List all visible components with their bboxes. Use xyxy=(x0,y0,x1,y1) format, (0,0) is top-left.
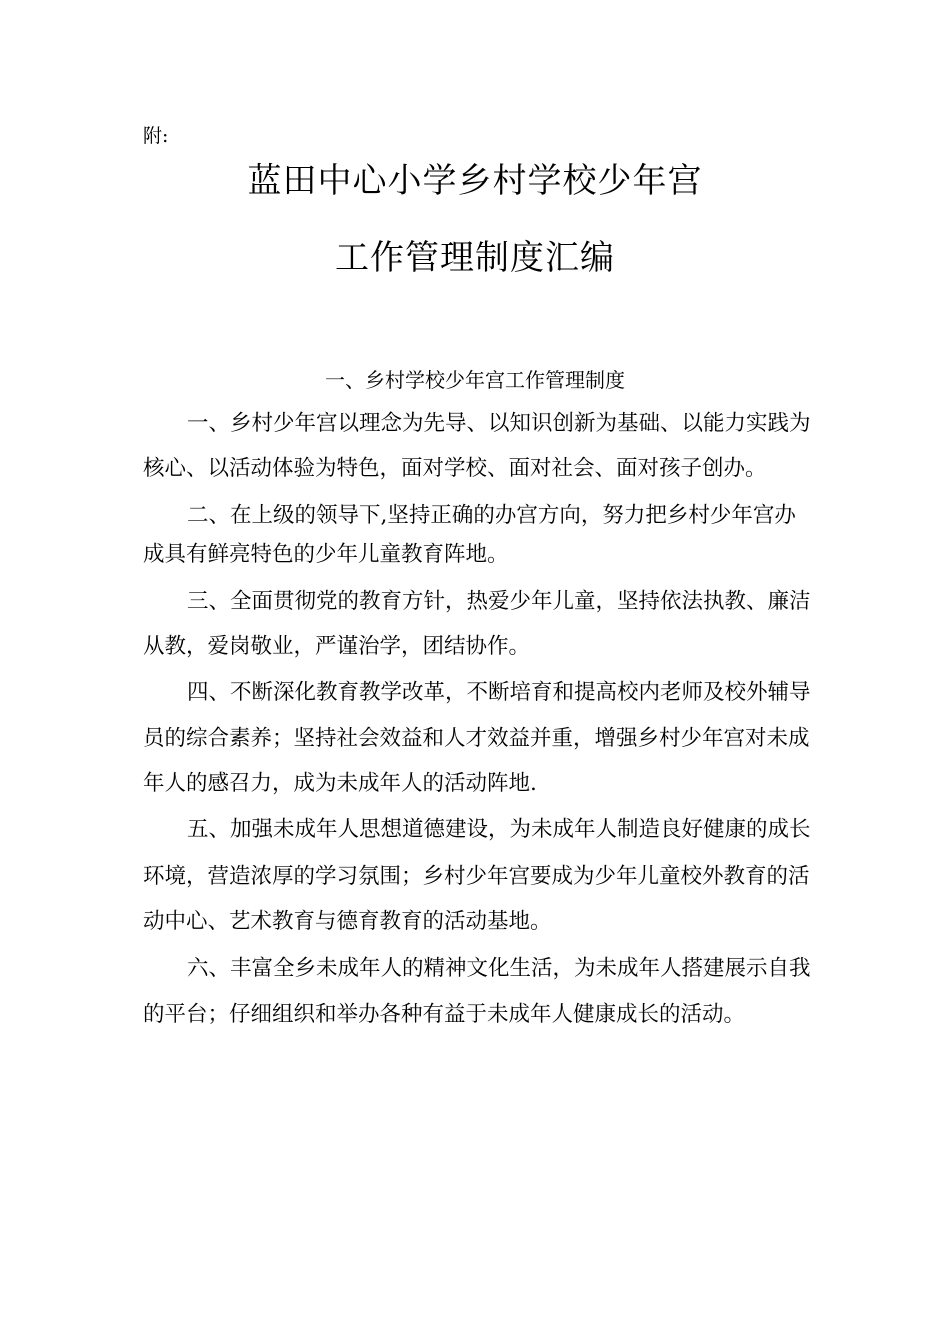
paragraph-4-line-1: 四、不断深化教育教学改革，不断培育和提高校内老师及校外辅导 xyxy=(187,680,811,705)
attachment-label: 附: xyxy=(143,125,169,147)
paragraph-1-line-1: 一、乡村少年宫以理念为先导、以知识创新为基础、以能力实践为 xyxy=(187,411,811,436)
paragraph-2-line-2: 成具有鲜亮特色的少年儿童教育阵地。 xyxy=(143,542,509,567)
paragraph-4-line-3: 年人的感召力，成为未成年人的活动阵地. xyxy=(143,771,537,796)
document-title-line-1: 蓝田中心小学乡村学校少年宫 xyxy=(247,161,703,201)
paragraph-2-line-1: 二、在上级的领导下,坚持正确的办宫方向，努力把乡村少年宫办 xyxy=(187,503,796,528)
section-heading: 一、乡村学校少年宫工作管理制度 xyxy=(325,368,625,392)
paragraph-5-line-1: 五、加强未成年人思想道德建设，为未成年人制造良好健康的成长 xyxy=(187,817,811,842)
paragraph-1-line-2: 核心、以活动体验为特色，面对学校、面对社会、面对孩子创办。 xyxy=(143,456,767,481)
paragraph-3-line-1: 三、全面贯彻党的教育方针，热爱少年儿童，坚持依法执教、廉洁 xyxy=(187,589,811,614)
paragraph-5-line-3: 动中心、艺术教育与德育教育的活动基地。 xyxy=(143,909,552,934)
paragraph-3-line-2: 从教，爱岗敬业，严谨治学，团结协作。 xyxy=(143,634,531,659)
paragraph-6-line-2: 的平台；仔细组织和举办各种有益于未成年人健康成长的活动。 xyxy=(143,1002,746,1027)
paragraph-6-line-1: 六、丰富全乡未成年人的精神文化生活，为未成年人搭建展示自我 xyxy=(187,956,811,981)
paragraph-5-line-2: 环境，营造浓厚的学习氛围；乡村少年宫要成为少年儿童校外教育的活 xyxy=(143,864,810,889)
paragraph-4-line-2: 员的综合素养；坚持社会效益和人才效益并重，增强乡村少年宫对未成 xyxy=(143,726,810,751)
document-title-line-2: 工作管理制度汇编 xyxy=(335,238,615,278)
